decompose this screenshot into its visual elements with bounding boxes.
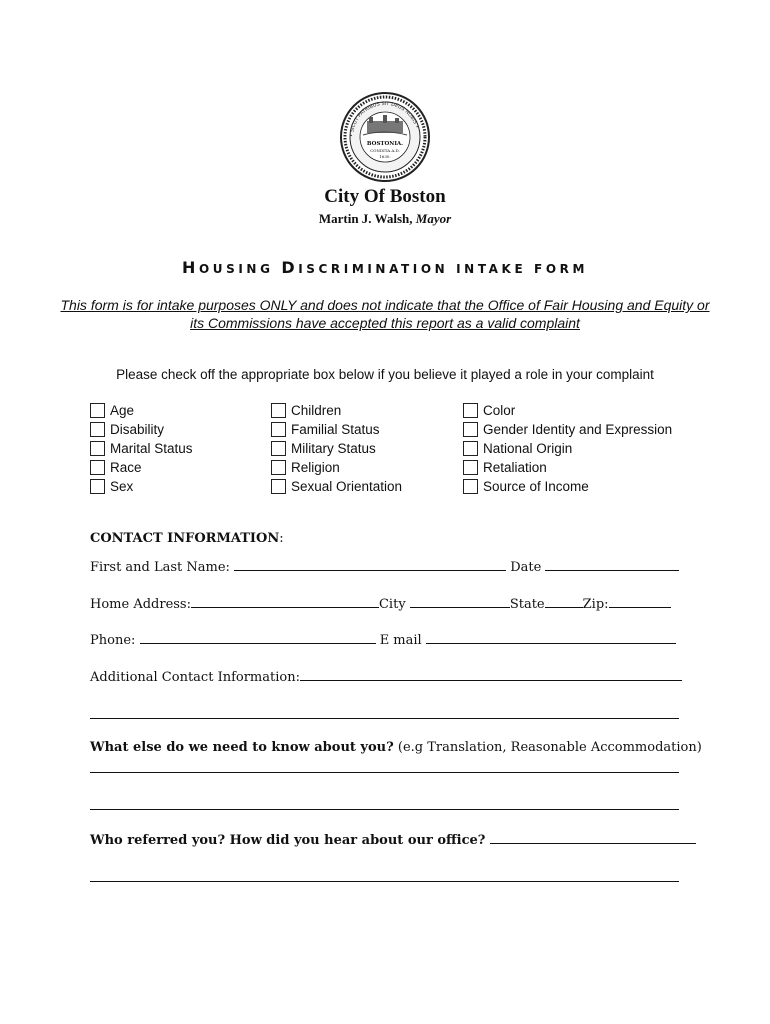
- state-field[interactable]: [545, 595, 583, 608]
- zip-field[interactable]: [609, 595, 671, 608]
- question-referral-bold: Who referred you? How did you hear about our office?: [90, 833, 486, 848]
- additional-contact-field[interactable]: [300, 668, 682, 681]
- checkbox-label: Children: [291, 403, 342, 418]
- mayor-name: Martin J. Walsh,: [318, 211, 413, 226]
- mayor-line: [0, 211, 770, 227]
- city-name: City Of Boston: [324, 186, 446, 207]
- phone-email-row: [90, 631, 676, 648]
- form-title-h: H: [181, 258, 199, 277]
- checkbox[interactable]: [271, 422, 286, 437]
- checkbox-label: Disability: [110, 422, 165, 437]
- checkbox-column-1: [90, 401, 193, 496]
- checkbox[interactable]: [463, 403, 478, 418]
- checkbox[interactable]: [90, 403, 105, 418]
- checkbox-row-disability[interactable]: [90, 420, 193, 439]
- checkbox-row-children[interactable]: [271, 401, 402, 420]
- question-needs-bold: What else do we need to know about you?: [90, 740, 394, 755]
- checkbox-label: Race: [110, 460, 142, 475]
- checkbox[interactable]: [90, 479, 105, 494]
- checkbox-row-race[interactable]: [90, 458, 193, 477]
- checkbox[interactable]: [463, 479, 478, 494]
- checkbox-row-age[interactable]: [90, 401, 193, 420]
- checkbox-label: Sexual Orientation: [291, 479, 403, 494]
- checkbox[interactable]: [90, 460, 105, 475]
- name-label: First and Last Name:: [90, 560, 230, 575]
- checkbox-column-2: [271, 401, 402, 496]
- additional-contact-line-2[interactable]: [90, 718, 679, 719]
- checkbox-column-3: [463, 401, 672, 496]
- checkbox[interactable]: [463, 460, 478, 475]
- checkbox-row-military-status[interactable]: [271, 439, 402, 458]
- svg-text:1630.: 1630.: [379, 154, 391, 159]
- checkbox[interactable]: [271, 479, 286, 494]
- city-seal-logo: [339, 91, 431, 183]
- mayor-title: Mayor: [415, 211, 452, 226]
- contact-heading-text: CONTACT INFORMATION: [90, 531, 280, 546]
- checkbox-row-religion[interactable]: [271, 458, 402, 477]
- checkbox-row-marital-status[interactable]: [90, 439, 193, 458]
- checkbox-row-retaliation[interactable]: [463, 458, 672, 477]
- checkbox[interactable]: [271, 460, 286, 475]
- checkbox-label: Marital Status: [110, 441, 193, 456]
- checkbox[interactable]: [271, 441, 286, 456]
- address-row: [90, 595, 671, 612]
- contact-heading: [90, 531, 284, 546]
- checkbox[interactable]: [271, 403, 286, 418]
- email-field[interactable]: [426, 631, 676, 644]
- checkbox-label: Gender Identity and Expression: [483, 422, 673, 437]
- checkbox-row-sex[interactable]: [90, 477, 193, 496]
- checkbox-row-familial-status[interactable]: [271, 420, 402, 439]
- checkbox-label: Source of Income: [483, 479, 589, 494]
- form-title-rest: INTAKE FORM: [456, 262, 589, 276]
- checkbox-row-source-of-income[interactable]: [463, 477, 672, 496]
- checkbox-instruction: Please check off the appropriate box below if you believe it played a role in your complaint: [116, 367, 654, 382]
- city-field[interactable]: [410, 595, 510, 608]
- address-label: Home Address:: [90, 597, 191, 612]
- checkbox-label: Color: [483, 403, 516, 418]
- checkbox-label: National Origin: [483, 441, 573, 456]
- form-title-iscrimination: ISCRIMINATION: [298, 262, 449, 276]
- checkbox[interactable]: [463, 441, 478, 456]
- state-label: State: [509, 597, 545, 612]
- form-title: [0, 258, 770, 277]
- checkbox-label: Age: [110, 403, 135, 418]
- zip-label: Zip:: [582, 597, 609, 612]
- city-label: City: [378, 597, 406, 612]
- svg-text:• SICUT PATRIBUS SIT DEUS NOBI: • SICUT PATRIBUS SIT DEUS NOBIS •: [348, 100, 420, 138]
- phone-field[interactable]: [140, 631, 376, 644]
- address-field[interactable]: [191, 595, 379, 608]
- date-field[interactable]: [545, 558, 679, 571]
- form-title-ousing: OUSING: [198, 262, 274, 276]
- checkbox-label: Sex: [110, 479, 134, 494]
- svg-text:CONDITA A.D.: CONDITA A.D.: [370, 148, 400, 153]
- checkbox-row-national-origin[interactable]: [463, 439, 672, 458]
- question-needs: [90, 740, 702, 755]
- question-needs-rest: (e.g Translation, Reasonable Accommodation): [397, 740, 702, 755]
- phone-label: Phone:: [90, 633, 136, 648]
- checkbox-row-gender-identity[interactable]: [463, 420, 672, 439]
- checkbox[interactable]: [463, 422, 478, 437]
- name-date-row: [90, 558, 679, 575]
- checkbox-label: Familial Status: [291, 422, 380, 437]
- checkbox-row-sexual-orientation[interactable]: [271, 477, 402, 496]
- email-label: E mail: [379, 633, 422, 648]
- contact-heading-colon: :: [279, 531, 284, 546]
- name-field[interactable]: [234, 558, 506, 571]
- checkbox-label: Religion: [291, 460, 340, 475]
- needs-answer-line-1[interactable]: [90, 772, 679, 773]
- disclaimer-text: This form is for intake purposes ONLY and does not indicate that the Office of Fair Housing and Equity or its Commissions have accepted this report as a valid complaint: [60, 297, 710, 331]
- checkbox-row-color[interactable]: [463, 401, 672, 420]
- additional-contact-row: [90, 668, 682, 685]
- checkbox-label: Military Status: [291, 441, 376, 456]
- additional-contact-label: Additional Contact Information:: [90, 670, 300, 685]
- date-label: Date: [510, 560, 542, 575]
- checkbox-label: Retaliation: [483, 460, 547, 475]
- form-title-d: D: [281, 258, 299, 277]
- svg-text:BOSTONIA.: BOSTONIA.: [366, 141, 404, 147]
- referral-field[interactable]: [490, 831, 696, 844]
- question-referral: [90, 831, 696, 848]
- checkbox[interactable]: [90, 422, 105, 437]
- needs-answer-line-2[interactable]: [90, 809, 679, 810]
- checkbox[interactable]: [90, 441, 105, 456]
- referral-answer-line[interactable]: [90, 881, 679, 882]
